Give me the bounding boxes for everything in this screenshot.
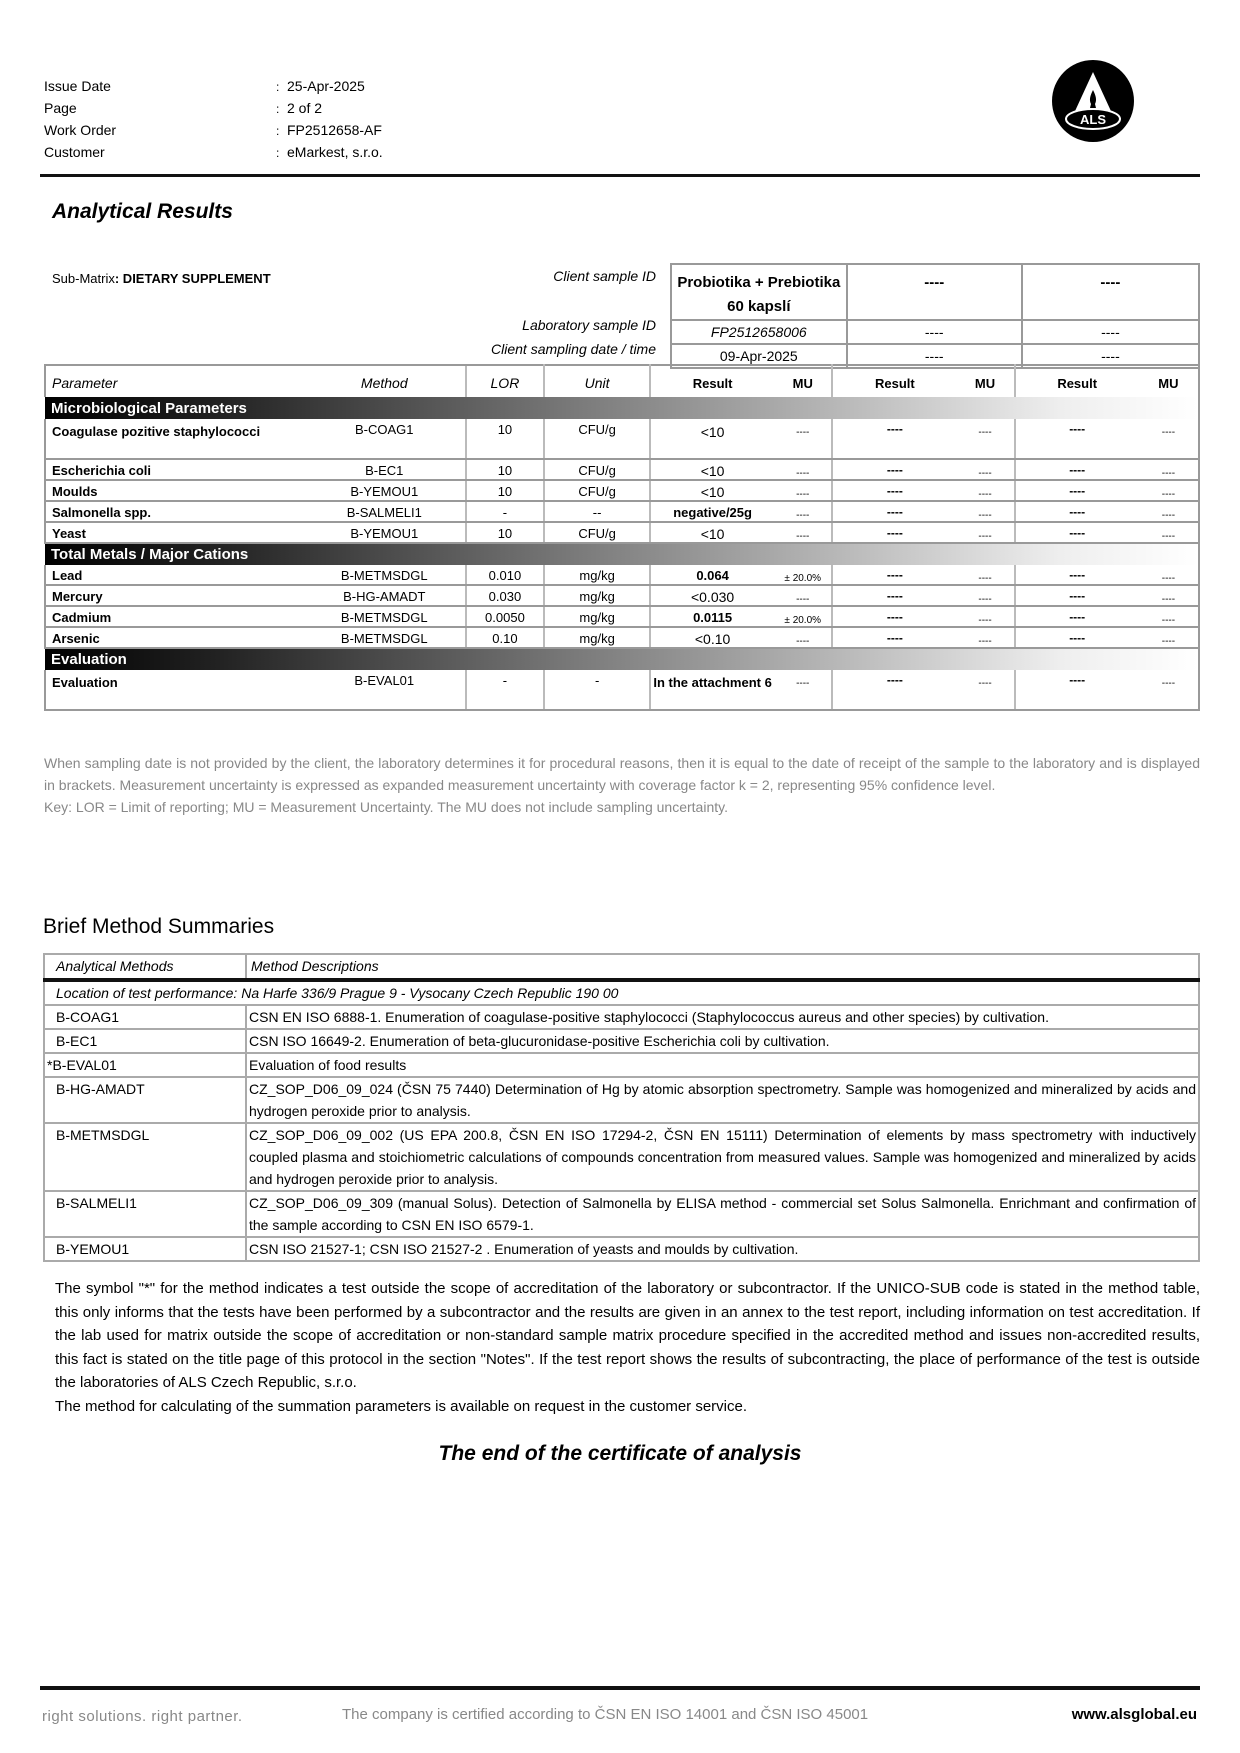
mu-value-2: ---- [957, 459, 1015, 480]
unit-value: mg/kg [544, 565, 650, 585]
col-parameter: Parameter [45, 365, 304, 397]
parameter-name: Cadmium [45, 606, 304, 627]
field-colon: : [276, 124, 280, 138]
lor-value: 10 [466, 480, 545, 501]
mu-value-1: ---- [774, 522, 832, 543]
method-description: CSN ISO 16649-2. Enumeration of beta-glucuronidase-positive Escherichia coli by cultivation. [246, 1029, 1199, 1053]
mu-value-1: ---- [774, 585, 832, 606]
submatrix [52, 271, 271, 286]
mu-value-2: ---- [957, 522, 1015, 543]
col-mu-2: MU [957, 365, 1015, 397]
result-value-3: ---- [1015, 480, 1139, 501]
mu-value-2: ---- [957, 585, 1015, 606]
method-code: B-EC1 [304, 459, 466, 480]
logo-text: ALS [1080, 112, 1106, 127]
result-value-2: ---- [832, 419, 956, 459]
unit-value: -- [544, 501, 650, 522]
submatrix-value: : DIETARY SUPPLEMENT [114, 271, 271, 286]
note-key: Key: LOR = Limit of reporting; MU = Measurement Uncertainty. The MU does not include sampling uncertainty. [44, 799, 728, 815]
result-value-1: In the attachment 6 [650, 670, 774, 710]
result-value-3: ---- [1015, 501, 1139, 522]
header-field-work-order [44, 122, 444, 144]
section-header: Evaluation [45, 648, 1199, 670]
mu-value-1: ---- [774, 480, 832, 501]
result-value-2: ---- [832, 627, 956, 648]
lab-sample-id-1: FP2512658006 [671, 320, 847, 344]
method-code: B-METMSDGL [44, 1123, 246, 1191]
end-of-certificate: The end of the certificate of analysis [438, 1442, 802, 1465]
mu-value-3: ---- [1139, 419, 1199, 459]
section-header: Total Metals / Major Cations [45, 543, 1199, 565]
result-value-3: ---- [1015, 419, 1139, 459]
label-client-sample-id: Client sample ID [553, 268, 656, 284]
client-sample-id-row [671, 264, 1199, 320]
result-value-1: <10 [650, 522, 774, 543]
mu-value-1: ---- [774, 459, 832, 480]
method-row [44, 1123, 1199, 1191]
parameter-name: Evaluation [45, 670, 304, 710]
mu-value-1: ---- [774, 627, 832, 648]
lab-sample-id-2: ---- [847, 320, 1022, 344]
parameter-name: Lead [45, 565, 304, 585]
unit-value: CFU/g [544, 419, 650, 459]
result-row [45, 522, 1199, 543]
disclaimer-summation: The method for calculating of the summation parameters is available on request in the customer service. [55, 1397, 748, 1415]
disclaimer [55, 1277, 1200, 1418]
lor-value: 0.10 [466, 627, 545, 648]
result-value-2: ---- [832, 480, 956, 501]
result-value-1: <10 [650, 419, 774, 459]
location-of-test: Location of test performance: Na Harfe 336/9 Prague 9 - Vysocany Czech Republic 190 00 [44, 980, 1199, 1005]
parameter-name: Mercury [45, 585, 304, 606]
result-row [45, 480, 1199, 501]
footer-divider [40, 1686, 1200, 1690]
mu-value-1: ---- [774, 670, 832, 710]
parameter-name: Yeast [45, 522, 304, 543]
mu-value-2: ---- [957, 670, 1015, 710]
result-value-2: ---- [832, 459, 956, 480]
mu-value-3: ---- [1139, 606, 1199, 627]
method-code: B-COAG1 [304, 419, 466, 459]
field-colon: : [276, 80, 280, 94]
lor-value: 0.0050 [466, 606, 545, 627]
result-value-1: negative/25g [650, 501, 774, 522]
result-value-2: ---- [832, 585, 956, 606]
result-value-1: 0.0115 [650, 606, 774, 627]
parameter-name: Arsenic [45, 627, 304, 648]
method-row [44, 1237, 1199, 1261]
lor-value: 10 [466, 419, 545, 459]
method-row [44, 1077, 1199, 1123]
header-field-issue-date [44, 78, 444, 100]
col-result-1: Result [650, 365, 774, 397]
submatrix-label: Sub-Matrix [52, 271, 115, 286]
results-notes [44, 752, 1200, 818]
method-code: B-YEMOU1 [304, 522, 466, 543]
mu-value-2: ---- [957, 606, 1015, 627]
field-value: 2 of 2 [287, 100, 323, 116]
report-header [44, 78, 444, 166]
method-description: Evaluation of food results [246, 1053, 1199, 1077]
method-summaries-header [44, 954, 1199, 980]
method-code: B-SALMELI1 [304, 501, 466, 522]
method-row [44, 1053, 1199, 1077]
col-method: Method [304, 365, 466, 397]
parameter-name: Salmonella spp. [45, 501, 304, 522]
field-label: Work Order [44, 122, 117, 138]
lor-value: 0.030 [466, 585, 545, 606]
section-header-row [45, 397, 1199, 419]
method-summaries-table [43, 953, 1200, 1262]
field-value: FP2512658-AF [287, 122, 382, 138]
result-row [45, 459, 1199, 480]
col-analytical-methods: Analytical Methods [44, 954, 246, 980]
parameter-name: Moulds [45, 480, 304, 501]
label-lab-sample-id: Laboratory sample ID [522, 317, 656, 333]
location-row [44, 980, 1199, 1005]
col-mu-3: MU [1139, 365, 1199, 397]
result-value-1: <10 [650, 480, 774, 501]
lab-sample-id-row [671, 320, 1199, 344]
disclaimer-accreditation: The symbol "*" for the method indicates a test outside the scope of accreditation of the laboratory or subcontractor. If the UNICO-SUB code is stated in the method table, this only informs that the tests have been performed by a subcontractor and the results are given in an annex to the test report, including information on test accreditation. If the lab used for matrix outside the scope of accreditation or non-standard sample matrix procedure specified in the accredited method and issues non-accredited results, this fact is stated on the title page of this protocol in the section "Notes". If the test report shows the results of subcontracting, the place of performance of the test is outside the laboratories of ALS Czech Republic, s.r.o. [55, 1280, 1200, 1391]
mu-value-2: ---- [957, 565, 1015, 585]
unit-value: CFU/g [544, 459, 650, 480]
mu-value-2: ---- [957, 501, 1015, 522]
als-logo [1052, 60, 1134, 142]
lor-value: - [466, 670, 545, 710]
result-value-1: 0.064 [650, 565, 774, 585]
mu-value-2: ---- [957, 627, 1015, 648]
method-description: CZ_SOP_D06_09_002 (US EPA 200.8, ČSN EN ISO 17294-2, ČSN EN 15111) Determination of elements by mass spectrometry with inductively coupled plasma and stoichiometric calculations of compounds concentration from measured values. Sample was homogenized and mineralized by acids and hydrogen peroxide prior to analysis. [246, 1123, 1199, 1191]
method-description: CZ_SOP_D06_09_309 (manual Solus). Detection of Salmonella by ELISA method - commercial set Solus Salmonella. Enrichmant and confirmation of the sample according to CSN EN ISO 6579-1. [246, 1191, 1199, 1237]
method-code: B-EVAL01 [304, 670, 466, 710]
result-value-2: ---- [832, 522, 956, 543]
col-unit: Unit [544, 365, 650, 397]
field-colon: : [276, 102, 280, 116]
method-code: B-METMSDGL [304, 565, 466, 585]
unit-value: - [544, 670, 650, 710]
unit-value: CFU/g [544, 480, 650, 501]
sample-header-table [670, 263, 1200, 369]
unit-value: mg/kg [544, 606, 650, 627]
footer-certification: The company is certified according to ČSN EN ISO 14001 and ČSN ISO 45001 [342, 1706, 869, 1723]
mu-value-3: ---- [1139, 501, 1199, 522]
client-sample-id-3: ---- [1022, 264, 1199, 320]
method-row [44, 1029, 1199, 1053]
col-result-3: Result [1015, 365, 1139, 397]
result-value-2: ---- [832, 606, 956, 627]
parameter-name: Coagulase pozitive staphylococci [45, 419, 304, 459]
mu-value-3: ---- [1139, 459, 1199, 480]
method-row [44, 1005, 1199, 1029]
field-label: Issue Date [44, 78, 111, 94]
result-value-1: <0.030 [650, 585, 774, 606]
result-value-2: ---- [832, 565, 956, 585]
result-value-3: ---- [1015, 627, 1139, 648]
method-code: B-EC1 [44, 1029, 246, 1053]
unit-value: mg/kg [544, 627, 650, 648]
client-sample-id-2: ---- [847, 264, 1022, 320]
result-value-3: ---- [1015, 606, 1139, 627]
mu-value-3: ---- [1139, 627, 1199, 648]
result-row [45, 627, 1199, 648]
results-header-row [45, 365, 1199, 397]
result-value-3: ---- [1015, 459, 1139, 480]
method-code: B-YEMOU1 [304, 480, 466, 501]
mu-value-3: ---- [1139, 522, 1199, 543]
result-value-2: ---- [832, 501, 956, 522]
field-colon: : [276, 146, 280, 160]
section-header: Microbiological Parameters [45, 397, 1199, 419]
result-row [45, 565, 1199, 585]
lor-value: 10 [466, 522, 545, 543]
method-code: B-YEMOU1 [44, 1237, 246, 1261]
mu-value-1: ---- [774, 419, 832, 459]
lor-value: - [466, 501, 545, 522]
sampling-date-2: ---- [847, 344, 1022, 368]
result-value-3: ---- [1015, 565, 1139, 585]
sampling-date-3: ---- [1022, 344, 1199, 368]
footer-website[interactable]: www.alsglobal.eu [1071, 1706, 1197, 1723]
result-row [45, 670, 1199, 710]
field-value: eMarkest, s.r.o. [287, 144, 383, 160]
result-value-3: ---- [1015, 670, 1139, 710]
result-row [45, 501, 1199, 522]
mu-value-2: ---- [957, 480, 1015, 501]
mu-value-1: ± 20.0% [774, 565, 832, 585]
result-value-1: <10 [650, 459, 774, 480]
header-field-page [44, 100, 444, 122]
section-title-analytical-results: Analytical Results [52, 200, 233, 223]
mu-value-1: ---- [774, 501, 832, 522]
section-header-row [45, 648, 1199, 670]
method-code: B-METMSDGL [304, 627, 466, 648]
method-row [44, 1191, 1199, 1237]
result-value-3: ---- [1015, 585, 1139, 606]
col-result-2: Result [832, 365, 956, 397]
method-description: CSN EN ISO 6888-1. Enumeration of coagulase-positive staphylococci (Staphylococcus aureus and other species) by cultivation. [246, 1005, 1199, 1029]
client-sample-id-1: Probiotika + Prebiotika 60 kapslí [671, 264, 847, 320]
parameter-name: Escherichia coli [45, 459, 304, 480]
mu-value-3: ---- [1139, 480, 1199, 501]
sampling-date-1: 09-Apr-2025 [671, 344, 847, 368]
label-sampling-date: Client sampling date / time [491, 341, 656, 357]
method-code: *B-EVAL01 [44, 1053, 246, 1077]
method-code: B-HG-AMADT [304, 585, 466, 606]
note-sampling-date: When sampling date is not provided by the client, the laboratory determines it for procedural reasons, then it is equal to the date of receipt of the sample to the laboratory and is displayed in brackets. Measurement uncertainty is expressed as expanded measurement uncertainty with coverage factor k = 2, representing 95% confidence level. [44, 755, 1200, 793]
method-code: B-COAG1 [44, 1005, 246, 1029]
lab-sample-id-3: ---- [1022, 320, 1199, 344]
method-code: B-METMSDGL [304, 606, 466, 627]
result-row [45, 606, 1199, 627]
field-value: 25-Apr-2025 [287, 78, 365, 94]
header-divider [40, 174, 1200, 177]
result-value-1: <0.10 [650, 627, 774, 648]
result-value-2: ---- [832, 670, 956, 710]
mu-value-3: ---- [1139, 585, 1199, 606]
method-description: CZ_SOP_D06_09_024 (ČSN 75 7440) Determination of Hg by atomic absorption spectrometry. Sample was homogenized and mineralized by acids and hydrogen peroxide prior to analysis. [246, 1077, 1199, 1123]
mu-value-1: ± 20.0% [774, 606, 832, 627]
mu-value-3: ---- [1139, 670, 1199, 710]
section-title-method-summaries: Brief Method Summaries [43, 915, 275, 938]
mu-value-3: ---- [1139, 565, 1199, 585]
lor-value: 0.010 [466, 565, 545, 585]
result-row [45, 419, 1199, 459]
result-row [45, 585, 1199, 606]
result-value-3: ---- [1015, 522, 1139, 543]
unit-value: CFU/g [544, 522, 650, 543]
method-description: CSN ISO 21527-1; CSN ISO 21527-2 . Enumeration of yeasts and moulds by cultivation. [246, 1237, 1199, 1261]
header-field-customer [44, 144, 444, 166]
results-table [44, 364, 1200, 711]
unit-value: mg/kg [544, 585, 650, 606]
col-lor: LOR [466, 365, 545, 397]
section-header-row [45, 543, 1199, 565]
footer-slogan: right solutions. right partner. [42, 1708, 243, 1725]
method-code: B-SALMELI1 [44, 1191, 246, 1237]
method-code: B-HG-AMADT [44, 1077, 246, 1123]
col-mu-1: MU [774, 365, 832, 397]
field-label: Page [44, 100, 77, 116]
mu-value-2: ---- [957, 419, 1015, 459]
field-label: Customer [44, 144, 105, 160]
col-method-descriptions: Method Descriptions [246, 954, 1199, 980]
lor-value: 10 [466, 459, 545, 480]
